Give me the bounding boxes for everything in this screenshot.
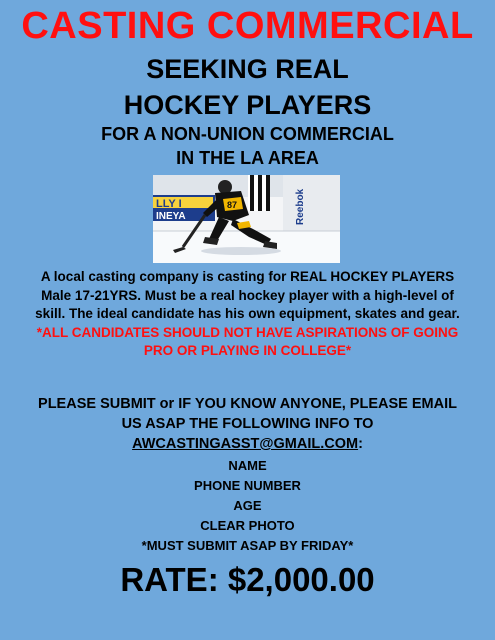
headline-line-1: SEEKING REAL [146, 54, 349, 84]
jersey-number: 87 [227, 200, 238, 210]
email-line [0, 434, 495, 454]
list-item: CLEAR PHOTO [200, 518, 295, 533]
submit-line-2: US ASAP THE FOLLOWING INFO TO [121, 416, 374, 432]
requirements-list [0, 456, 495, 556]
email-suffix: : [358, 436, 363, 452]
list-item: NAME [228, 458, 267, 473]
arena-sign-text-2: INEYA [156, 211, 186, 222]
subheadline-line-2: IN THE LA AREA [176, 148, 319, 168]
submit-line-1: PLEASE SUBMIT or IF YOU KNOW ANYONE, PLEASE EMAIL [38, 396, 457, 412]
description-line-3: skill. The ideal candidate has his own equipment, skates and gear. [35, 306, 460, 321]
list-item: PHONE NUMBER [194, 478, 301, 493]
description-block [0, 268, 495, 361]
warning-line-1: *ALL CANDIDATES SHOULD NOT HAVE ASPIRATIONS OF GOING [36, 324, 459, 340]
email-link[interactable]: AWCASTINGASST@GMAIL.COM [132, 436, 359, 452]
description-line-2: Male 17-21YRS. Must be a real hockey player with a high-level of [41, 287, 454, 303]
subheadline-line-1: FOR A NON-UNION COMMERCIAL [101, 124, 394, 144]
headline-line-2: HOCKEY PLAYERS [123, 90, 372, 120]
rate-text: RATE: $2,000.00 [120, 561, 375, 598]
flyer-title: CASTING COMMERCIAL [21, 5, 474, 47]
reebok-board-text: Reebok [295, 188, 306, 225]
list-item: AGE [233, 498, 262, 513]
description-line-1: A local casting company is casting for REAL HOCKEY PLAYERS [40, 269, 455, 284]
arena-sign-text: LLY I [156, 198, 182, 210]
deadline-note: *MUST SUBMIT ASAP BY FRIDAY* [141, 538, 354, 553]
hockey-player-photo [153, 175, 340, 263]
warning-line-2: PRO OR PLAYING IN COLLEGE* [143, 343, 352, 358]
submit-block [0, 394, 495, 454]
hockey-player-illustration [153, 175, 340, 263]
